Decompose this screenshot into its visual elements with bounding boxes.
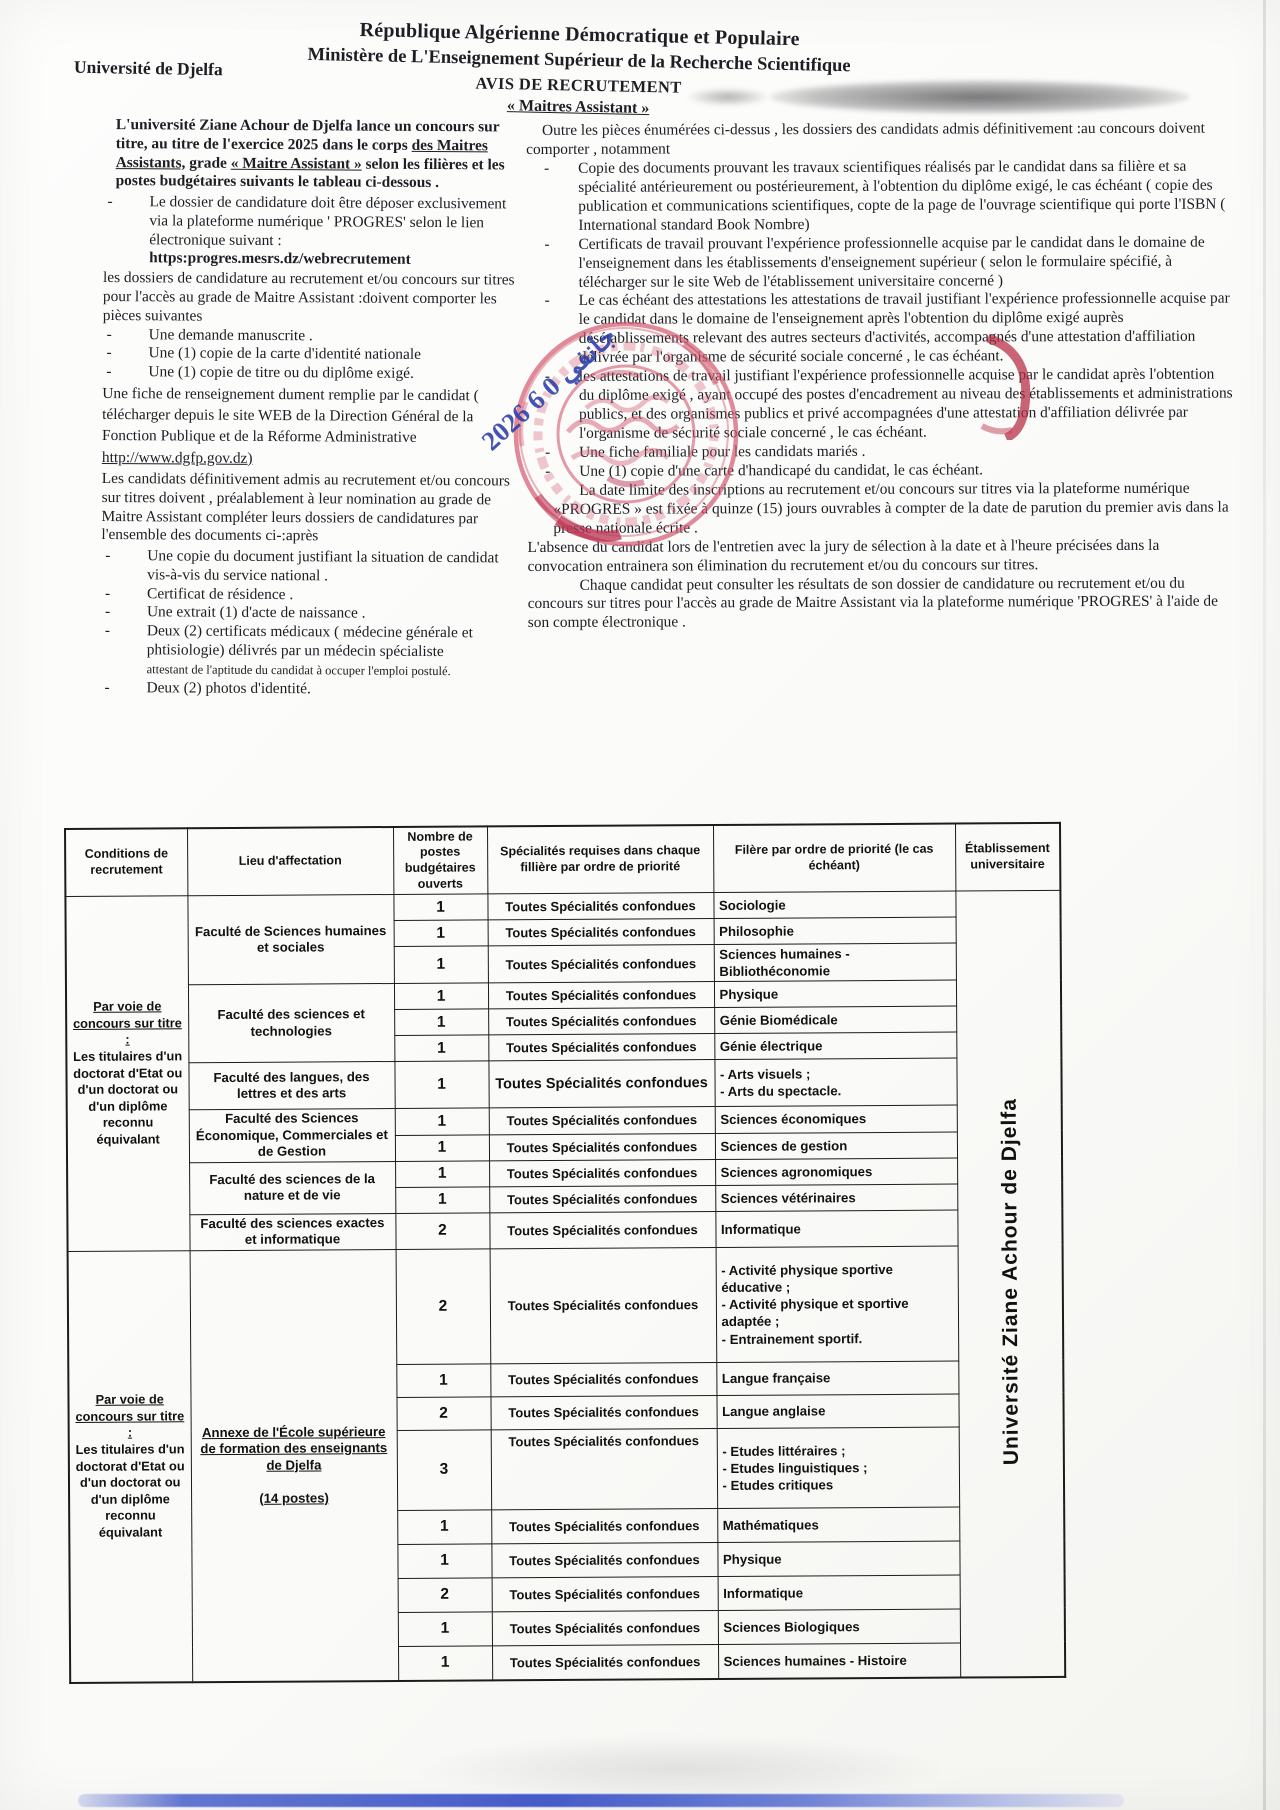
recruitment-table-wrap [64,822,1066,1684]
spec-cell: Toutes Spécialités confondues [492,1644,718,1680]
conditions-cell [68,1251,193,1683]
right-item-3-text: Le cas échéant des attestations les attestations de travail justifiant l'expérience professionnelle acquise par le candidat dans le domaine de l'enseignement après l'obtention du diplôme exigé auprès désétablissements relevant des autres secteurs d'activités, accompagnés d'une attestation d'affiliation délivrée par l'organisme de sécurité sociale concerné , le cas échéant. [578,289,1230,367]
spec-cell: Toutes Spécialités confondues [491,1428,717,1509]
postes-cell: 1 [396,1364,490,1398]
piece-3-text: Une (1) copie de titre ou du diplôme exigé. [148,363,414,383]
doc-2-text: Certificat de résidence . [147,584,294,603]
right-intro: Outre les pièces énumérées ci-dessus , les dossiers des candidats admis définitivement :au concours doivent comporter , notamment [526,119,1205,158]
right-item-5-text: Une fiche familiale pour les candidats mariés . [579,442,866,461]
ministry-title: Ministère de L'Enseignement Supérieur de la Recherche Scientifique [307,44,851,77]
lieu-cell: Faculté des Sciences Économique, Commerciales et de Gestion [189,1109,395,1163]
right-item-4-text: les attestations de travail justifiant l'expérience professionnelle acquise par le candidat après l'obtention du diplôme exigé , ayant occupé des postes d'encadrement au niveau des établissements et administrations publics, et des organismes publics et privé accompagnées d'une attestation d'affiliation délivrée par l'organisme de sécurité sociale concerné , le cas échéant. [578,365,1233,442]
spec-cell: Toutes Spécialités confondues [491,1542,717,1577]
filiere-cell: Physique [717,1541,959,1576]
postes-cell: 2 [396,1397,490,1431]
header-conditions: Conditions de recrutement [65,828,187,896]
lieu-cell: Faculté des sciences de la nature et de vie [189,1161,395,1214]
table-row [68,1245,1064,1366]
filiere-cell: - Arts visuels ; - Arts du spectacle. [714,1058,956,1106]
conditions-body: Les titulaires d'un doctorat d'Etat ou d'un doctorat ou d'un diplôme reconnu équivalant [75,1441,185,1540]
postes-cell: 1 [397,1544,491,1579]
filiere-cell: Sciences humaines - Bibliothéconomie [714,943,956,982]
right-item [526,157,1232,235]
university-name-left: Université de Djelfa [73,56,223,80]
conditions-title: Par voie de concours sur titre : [72,998,182,1047]
piece-item [102,363,520,384]
right-item [526,233,1232,292]
filiere-cell: Langue anglaise [716,1394,958,1428]
doc-4-text: Deux (2) certificats médicaux ( médecine générale et phtisiologie) délivrés par un médecin spécialiste [146,622,473,661]
doc-4-note: attestant de l'aptitude du candidat à occuper l'emploi postulé. [146,662,451,678]
intro-underlined-1: des Maitres Assistants, [115,136,488,172]
spec-cell: Toutes Spécialités confondues [489,1185,715,1212]
spec-cell: Toutes Spécialités confondues [488,919,714,946]
spec-cell: Toutes Spécialités confondues [492,1576,718,1611]
piece-item [103,326,521,347]
postes-cell: 1 [398,1646,492,1681]
header-lieu: Lieu d'affectation [187,827,393,896]
header-etablissement: Établissement universitaire [955,823,1060,891]
filiere-cell: Sciences agronomiques [715,1158,957,1185]
filiere-cell: Sciences vétérinaires [715,1184,957,1211]
spec-cell: Toutes Spécialités confondues [489,1211,715,1248]
table-row [66,1058,1061,1111]
postes-cell: 1 [395,1134,489,1161]
header-specialites: Spécialités requises dans chaque fillière par ordre de priorité [487,825,713,894]
filiere-cell: Sciences économiques [715,1105,957,1133]
scan-smudge-small [688,88,768,106]
dossier-bullet [103,193,521,252]
lieu-cell [190,1249,399,1682]
spec-cell: Toutes Spécialités confondues [490,1362,716,1396]
spec-cell: Toutes Spécialités confondues [488,982,714,1009]
filiere-cell: Génie Biomédicale [714,1006,956,1033]
doc-item [101,622,519,681]
spec-cell: Toutes Spécialités confondues [489,1159,715,1186]
annexe-name: Annexe de l'École supérieure de formation des enseignants de Djelfa [200,1423,388,1473]
filiere-cell: Sociologie [713,891,955,918]
postes-cell: 1 [394,1035,488,1062]
spec-cell: Toutes Spécialités confondues [488,945,714,984]
right-item [527,366,1233,444]
filiere-cell: Sciences Biologiques [718,1609,960,1644]
doc-item [101,585,519,606]
annexe-postes-count: (14 postes) [259,1489,329,1506]
fiche-paragraph [102,383,521,471]
absence-paragraph: L'absence du candidat lors de l'entretien avec la jury de sélection à la date et à l'heure précisées dans la convocation entrainera son élimination du recrutement et/ou du concours sur titres. [527,536,1160,575]
spec-cell: Toutes Spécialités confondues [488,1060,714,1108]
dossier-text: Le dossier de candidature doit être déposer exclusivement via la plateforme numérique ' PROGRES' selon le lien électronique suivant : [149,193,507,249]
right-item-6-text: Une (1) copie d'une carte d'handicapé du candidat, le cas échéant. [579,461,984,480]
doc-5-text: Deux (2) photos d'identité. [146,678,311,697]
progres-link-line [103,249,521,270]
notice-subtitle: « Maitres Assistant » [506,97,650,118]
doc-item [100,679,518,700]
filiere-cell: Langue française [716,1361,958,1395]
blue-scan-bar [78,1794,1124,1807]
pieces-intro: les dossiers de candidature au recrutement et/ou concours sur titres pour l'accès au grade de Maitre Assistant :doivent comporter les pièces suivantes [102,269,515,325]
postes-cell: 1 [395,1187,489,1214]
table-header-row [65,823,1060,897]
doc-item [101,547,519,587]
fiche-text: Une fiche de renseignement dument remplie par le candidat ( télécharger depuis le site WEB de la Direction Général de la Fonction Publique et de la Réforme Administrative [101,384,479,447]
doc-3-text: Une extrait (1) d'acte de naissance . [146,603,366,623]
postes-cell: 1 [397,1510,491,1545]
right-item-1-text: Copie des documents prouvant les travaux scientifiques réalisés par le candidat dans sa filière et sa spécialité antérieurement ou postérieurement, à l'obtention du diplôme exigé, le cas échéant ( copie des publication et communications scientifiques, copte de la page de l'ouvrage scientifique qui porte l'ISBN ( International standard Book Nombre) [578,157,1226,234]
intro-text-1: L'université Ziane Achour de Djelfa lance un concours sur titre, au titre de l'exercice 2025 dans le corps [115,116,500,154]
spec-cell: Toutes Spécialités confondues [488,1034,714,1061]
postes-cell: 1 [394,1061,488,1109]
conditions-body: Les titulaires d'un doctorat d'Etat ou d'un doctorat ou d'un diplôme reconnu équivalant [73,1048,183,1147]
handwritten-date: 2026 جانفي 0 6 [475,320,622,457]
spec-cell: Toutes Spécialités confondues [490,1395,716,1429]
filiere-cell: Physique [714,980,956,1007]
doc-item [101,603,519,624]
dgfp-url-link[interactable]: http://www.dgfp.gov.dz) [101,448,253,467]
spec-cell: Toutes Spécialités confondues [489,1133,715,1161]
doc-1-text: Une copie du document justifiant la situation de candidat vis-à-vis du service national . [147,547,499,585]
table-row [67,1209,1062,1251]
postes-cell: 2 [396,1249,491,1365]
page-edge-shading [1263,0,1266,1810]
scan-smudge [770,80,1190,114]
header-postes: Nombre de postes budgétaires ouverts [393,826,487,894]
admis-paragraph: Les candidats définitivement admis au recrutement et/ou concours sur titres doivent , préalablement à leur nomination au grade de Maitre Assistant compléter leurs dossiers de candidatures par l'ensemble des documents ci-:après [101,469,510,545]
postes-cell: 1 [395,1108,489,1135]
filiere-cell: Informatique [718,1575,960,1610]
deadline-paragraph: La date limite des inscriptions au recrutement et/ou concours sur titres via la plateforme numérique «PROGRES » est fixée à quinze (15) jours ouvrables à compter de la date de parution du premier avis dans la presse nationale écrite . [553,479,1229,537]
postes-cell: 3 [397,1430,491,1511]
filiere-cell: Mathématiques [717,1507,959,1542]
spec-cell: Toutes Spécialités confondues [490,1247,717,1363]
lieu-cell: Faculté des sciences et technologies [188,984,394,1063]
postes-cell: 2 [395,1213,489,1250]
postes-cell: 2 [398,1578,492,1613]
filiere-cell: Sciences de gestion [715,1132,957,1160]
spec-cell: Toutes Spécialités confondues [487,893,713,920]
postes-cell: 1 [398,1612,492,1647]
conditions-title: Par voie de concours sur titre : [75,1391,185,1440]
filiere-cell: Philosophie [714,917,956,944]
postes-cell: 1 [393,894,487,921]
right-item [527,441,1233,462]
republic-title: République Algérienne Démocratique et Populaire [359,19,800,51]
lieu-cell: Faculté des langues, des lettres et des arts [188,1062,394,1110]
spec-cell: Toutes Spécialités confondues [488,1008,714,1035]
results-paragraph: Chaque candidat peut consulter les résultats de son dossier de candidature ou recrutement et/ou du concours sur titres pour l'accès au grade de Maitre Assistant via la plateforme numérique 'PROGRES' à l'aide de son compte électronique . [527,574,1218,632]
notice-title: AVIS DE RECRUTEMENT [475,73,682,97]
right-column [526,120,1234,634]
scan-shadow-bottom [420,1736,940,1800]
postes-cell: 1 [395,1161,489,1188]
conditions-cell [65,896,189,1252]
intro-underlined-2: « Maitre Assistant » [230,154,362,173]
etablissement-cell [955,890,1065,1677]
right-item-2-text: Certificats de travail prouvant l'expérience professionnelle acquise par le candidat dans le domaine de l'enseignement dans les établissements d'enseignement supérieur ( selon le formulaire spécifié, à télécharger sur le site Web de l'établissement universitaire concerné ) [578,233,1205,291]
piece-2-text: Une (1) copie de la carte d'identité nationale [148,344,422,364]
progres-url-link[interactable]: https:progres.mesrs.dz/webrecrutement [149,249,411,269]
right-item [527,460,1233,481]
etablissement-vertical-text: Université Ziane Achour de Djelfa [997,1097,1023,1465]
postes-cell: 1 [394,920,488,947]
filiere-cell: - Etudes littéraires ; - Etudes linguistiques ; - Etudes critiques [717,1427,959,1508]
filiere-cell: Informatique [715,1210,957,1247]
postes-cell: 1 [394,946,488,984]
piece-item [102,344,520,365]
intro-paragraph [116,116,522,194]
header-filiere: Filère par ordre de priorité (le cas échéant) [713,824,955,893]
lieu-cell: Faculté des sciences exactes et informatique [189,1213,395,1250]
filiere-cell: Sciences humaines - Histoire [718,1643,960,1679]
filiere-cell: - Activité physique sportive éducative ; - Activité physique et sportive adaptée ; - Entrainement sportif. [716,1246,959,1362]
lieu-cell: Faculté de Sciences humaines et sociales [187,894,394,985]
recruitment-table [64,822,1066,1684]
spec-cell: Toutes Spécialités confondues [492,1610,718,1645]
spec-cell: Toutes Spécialités confondues [491,1508,717,1543]
piece-1-text: Une demande manuscrite . [148,325,313,344]
intro-text-2: grade [189,154,227,172]
filiere-cell: Génie électrique [714,1032,956,1059]
left-column [100,116,522,700]
postes-cell: 1 [394,1009,488,1036]
intro-text-3: selon les filières et les postes budgétaires suivants le tableau ci-dessous . [115,155,505,192]
postes-cell: 1 [394,983,488,1010]
spec-cell: Toutes Spécialités confondues [489,1107,715,1135]
